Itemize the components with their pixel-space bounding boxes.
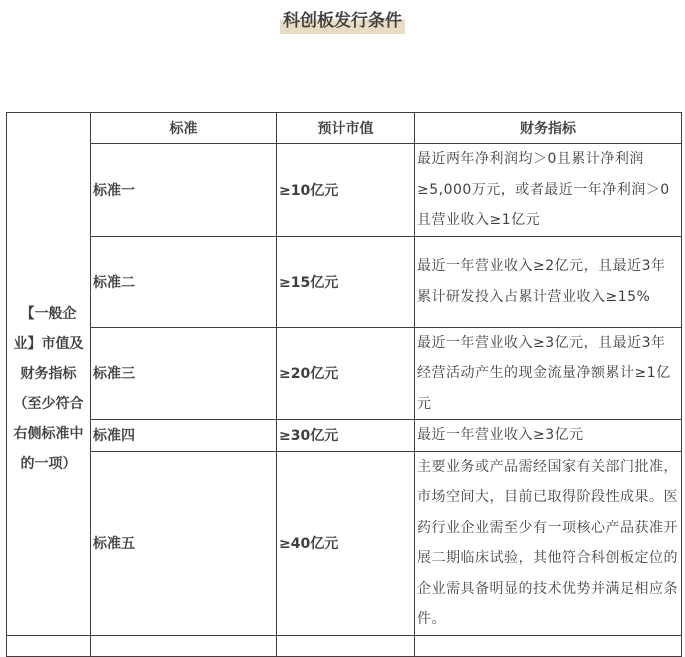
table-row — [7, 327, 682, 420]
table-row — [7, 420, 682, 452]
table-row — [7, 144, 682, 237]
issuance-conditions-table — [6, 112, 682, 657]
title-wrap — [0, 8, 685, 34]
market-value-cell: ≥15亿元 — [277, 236, 415, 327]
financial-cell: 最近一年营业收入≥3亿元，且最近3年经营活动产生的现金流量净额累计≥1亿元 — [415, 327, 682, 420]
cutoff-cell — [415, 635, 682, 656]
header-row — [7, 113, 682, 144]
table-row — [7, 451, 682, 635]
standard-cell: 标准一 — [91, 144, 277, 237]
category-cell: 【一般企业】市值及财务指标（至少符合右侧标准中的一项） — [7, 144, 91, 636]
page-title: 科创板发行条件 — [280, 8, 405, 34]
cutoff-cell — [277, 635, 415, 656]
header-standard: 标准 — [91, 113, 277, 144]
financial-cell: 主要业务或产品需经国家有关部门批准，市场空间大，目前已取得阶段性成果。医药行业企业需至少有一项核心产品获准开展二期临床试验，其他符合科创板定位的企业需具备明显的技术优势并满足相应条件。 — [415, 451, 682, 635]
cutoff-cell — [7, 635, 91, 656]
standard-cell: 标准三 — [91, 327, 277, 420]
table-row-cutoff — [7, 635, 682, 656]
header-financial: 财务指标 — [415, 113, 682, 144]
table-row — [7, 236, 682, 327]
market-value-cell: ≥30亿元 — [277, 420, 415, 452]
financial-cell: 最近两年净利润均＞0且累计净利润≥5,000万元，或者最近一年净利润＞0且营业收入≥1亿元 — [415, 144, 682, 237]
market-value-cell: ≥40亿元 — [277, 451, 415, 635]
financial-cell: 最近一年营业收入≥3亿元 — [415, 420, 682, 452]
financial-cell: 最近一年营业收入≥2亿元，且最近3年累计研发投入占累计营业收入≥15% — [415, 236, 682, 327]
market-value-cell: ≥20亿元 — [277, 327, 415, 420]
standard-cell: 标准四 — [91, 420, 277, 452]
market-value-cell: ≥10亿元 — [277, 144, 415, 237]
cutoff-cell — [91, 635, 277, 656]
header-market-value: 预计市值 — [277, 113, 415, 144]
standard-cell: 标准五 — [91, 451, 277, 635]
header-empty-cell — [7, 113, 91, 144]
standard-cell: 标准二 — [91, 236, 277, 327]
